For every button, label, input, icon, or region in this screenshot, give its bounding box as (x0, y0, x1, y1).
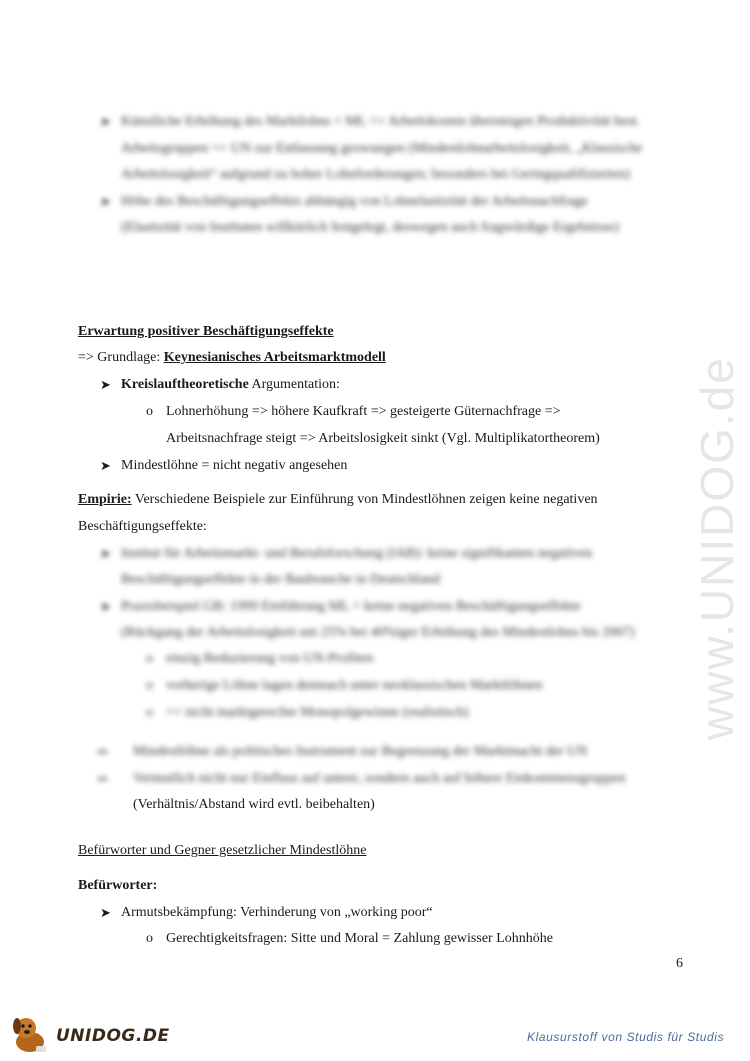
blurred-text-line: (Rückgang der Arbeitslosigkeit um 25% bei 40%iger Erhöhung des Mindestlohns bis 2007) (121, 625, 635, 640)
blurred-text-line: (Elastizität von Instituten willkürlich festgelegt, deswegen auch fragwürdige Ergebnisse) (121, 220, 619, 235)
blurred-text-line: einzig Reduzierung von UN-Profiten (166, 651, 374, 666)
dog-icon (6, 1012, 54, 1056)
bullet-mindestloehne: Mindestlöhne = nicht negativ angesehen (121, 458, 348, 473)
blurred-text-line: Arbeitslosigkeit“ aufgrund zu hoher Lohnforderungen; besonders bei Geringqualifizierten) (121, 167, 630, 182)
circle-bullet-icon: o (146, 705, 153, 720)
bullet-arrow-icon: ➤ (100, 458, 111, 473)
grundlage-line (78, 349, 386, 367)
blurred-text-line: Arbeitsgruppen => UN zur Entlassung gezwungen (Mindestlohnarbeitslosigkeit, „Klassische (121, 141, 643, 156)
blurred-text-line: Künstliche Erhöhung des Marktlohns = ML => Arbeitskosten übersteigen Produktivität best. (121, 114, 640, 129)
subtitle-befuerworter: Befürworter: (78, 878, 158, 893)
bullet-kreislauf (121, 376, 340, 394)
blurred-text-line: Praxisbeispiel GB: 1999 Einführung ML = keine negativen Beschäftigungseffekte (121, 599, 581, 614)
blurred-text-line: Institut für Arbeitsmarkt- und Berufsforschung (IAB): keine signifikanten negativen (121, 546, 593, 561)
kreislauf-rest: Argumentation: (248, 377, 340, 392)
bullet-arrow-icon: ➤ (100, 546, 111, 561)
logo-wordmark: UNIDOG.DE (56, 1026, 170, 1046)
empirie-text-line2: Beschäftigungseffekte: (78, 519, 207, 534)
blurred-text-line: => nicht marktgerechte Monopolgewinne (realistisch) (166, 705, 469, 720)
blurred-text-line: Vermutlich nicht nur Einfluss auf untere, sondern auch auf höhere Einkommensgruppen (133, 771, 626, 786)
bullet-arrow-icon: ➤ (100, 114, 111, 129)
watermark: www.UNIDOG.de (691, 356, 743, 740)
kreislauf-bold: Kreislauftheoretische (121, 377, 249, 392)
implies-arrow-icon: ⇒ (97, 771, 108, 786)
blurred-text-line: vorherige Löhne lagen demnach unter neoklassischen Marktlöhnen (166, 678, 543, 693)
circle-bullet-icon: o (146, 404, 153, 419)
unidog-logo (6, 1012, 170, 1056)
circle-bullet-icon: o (146, 651, 153, 666)
circle-bullet-icon: o (146, 931, 153, 946)
bullet-arrow-icon: ➤ (100, 599, 111, 614)
empirie-line (78, 491, 598, 509)
section-title-befuerworter-gegner: Befürworter und Gegner gesetzlicher Mindestlöhne (78, 843, 367, 858)
bullet-arrow-icon: ➤ (100, 194, 111, 209)
bullet-armutsbekaempfung: Armutsbekämpfung: Verhinderung von „working poor“ (121, 905, 433, 920)
sub-bullet-gerechtigkeit: Gerechtigkeitsfragen: Sitte und Moral = Zahlung gewisser Lohnhöhe (166, 931, 553, 946)
grundlage-prefix: => Grundlage: (78, 350, 164, 365)
blurred-text-line: Höhe des Beschäftigungseffekts abhängig von Lohnelastizität der Arbeitsnachfrage (121, 194, 588, 209)
empirie-label: Empirie: (78, 492, 132, 507)
blurred-text-line: Mindestlöhne als politisches Instrument zur Begrenzung der Marktmacht der UN (133, 744, 588, 759)
empirie-visible-tail: (Verhältnis/Abstand wird evtl. beibehalten) (133, 797, 375, 812)
sub-bullet-line: Lohnerhöhung => höhere Kaufkraft => gesteigerte Güternachfrage => (166, 404, 561, 419)
implies-arrow-icon: ⇒ (97, 744, 108, 759)
bullet-arrow-icon: ➤ (100, 905, 111, 920)
footer-tagline: Klausurstoff von Studis für Studis (527, 1030, 725, 1044)
keynes-model-label: Keynesianisches Arbeitsmarktmodell (163, 350, 386, 365)
empirie-text: Verschiedene Beispiele zur Einführung von Mindestlöhnen zeigen keine negativen (131, 492, 598, 507)
circle-bullet-icon: o (146, 678, 153, 693)
blurred-text-line: Beschäftigungseffekte in der Baubranche in Deutschland (121, 572, 440, 587)
page-number: 6 (676, 956, 683, 971)
bullet-arrow-icon: ➤ (100, 377, 111, 392)
sub-bullet-line: Arbeitsnachfrage steigt => Arbeitslosigkeit sinkt (Vgl. Multiplikatortheorem) (166, 431, 600, 446)
section-title-positive-effects: Erwartung positiver Beschäftigungseffekte (78, 324, 334, 339)
